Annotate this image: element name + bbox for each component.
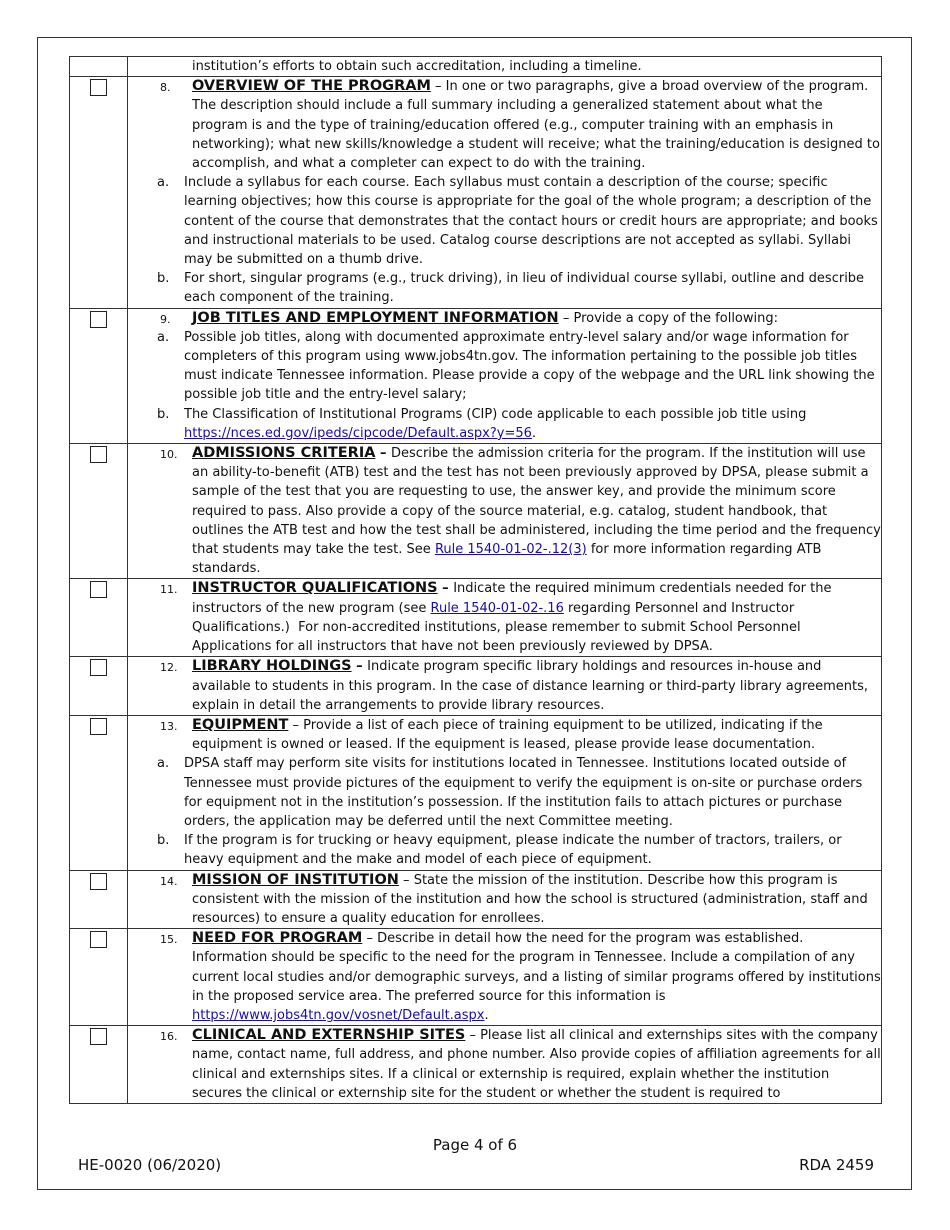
checkbox-cell [70,579,128,657]
requirement-item [128,444,881,578]
content-cell [128,444,882,579]
item-title: OVERVIEW OF THE PROGRAM [192,78,431,95]
item-number: 12. [160,661,178,675]
requirement-item [128,929,881,1025]
sub-item [128,328,881,405]
checkbox-cell [70,870,128,929]
content-cell [128,57,882,77]
title-dash: – [430,79,446,95]
table-row [70,1026,882,1104]
item-checkbox[interactable] [90,873,107,890]
item-checkbox[interactable] [90,718,107,735]
item-checkbox[interactable] [90,659,107,676]
sub-item [128,831,881,869]
table-row [70,444,882,579]
title-dash: – [437,581,454,597]
requirement-item [128,579,881,656]
item-checkbox[interactable] [90,79,107,96]
sub-item-letter: a. [157,756,170,772]
checkbox-cell [70,77,128,308]
sub-item-letter: b. [157,833,170,849]
item-title: MISSION OF INSTITUTION [192,871,399,888]
item-description-tail: for more information regarding ATB standards. [192,542,826,577]
item-number: 15. [160,933,178,947]
content-cell [128,715,882,870]
rda-number: RDA 2459 [799,1156,874,1174]
table-row [70,77,882,308]
requirement-item [128,871,881,929]
item-title: CLINICAL AND EXTERNSHIP SITES [192,1027,466,1044]
table-row [70,715,882,870]
sub-item-list [128,328,881,443]
sub-item-text: Possible job titles, along with documented approximate entry-level salary and/or wage information for completers of this program using www.jobs4tn.gov. The information pertaining to the possible job titles must indicate Tennessee information. Please provide a copy of the webpage and the URL link showing the possible job title and the entry-level salary; [184,329,875,403]
sub-item [128,405,881,443]
item-number: 10. [160,448,178,462]
item-number: 16. [160,1030,178,1044]
title-dash: – [362,931,378,947]
item-checkbox[interactable] [90,446,107,463]
title-dash: – [288,717,304,733]
sub-item [128,269,881,307]
content-cell [128,77,882,308]
table-row [70,657,882,716]
table-row [70,57,882,77]
table-row [70,308,882,443]
item-description: Describe the admission criteria for the program. If the institution will use an ability-to-benefit (ATB) test and the test has not been previously approved by DPSA, please submit a sample of the test that you are requesting to use, the answer key, and provide the minimum score required to pass. Also provide a copy of the source material, e.g. catalog, student handbook, that outlines the ATB test and how the test shall be administered, including the time period and the frequency that students may take the test. See [192,446,881,558]
sub-item-letter: b. [157,271,170,287]
sub-item [128,173,881,269]
sub-item-letter: a. [157,175,170,191]
sub-item-letter: b. [157,406,170,422]
sub-item [128,754,881,831]
reference-link[interactable]: Rule 1540-01-02-.12(3) [434,542,587,558]
title-dash: – [351,659,368,675]
item-title: ADMISSIONS CRITERIA [192,445,376,462]
item-number: 13. [160,719,178,733]
sub-item-letter: a. [157,329,170,345]
continuation-text: institution’s efforts to obtain such accreditation, including a timeline. [192,59,642,74]
checkbox-cell [70,715,128,870]
item-description: Describe in detail how the need for the program was established. Information should be specific to the need for the program in Tennessee. Include a compilation of any current local studies and/or demographic surveys, and a listing of similar programs offered by institutions in the proposed service area. The preferred source for this information is [192,931,881,1004]
checkbox-cell [70,929,128,1026]
title-dash: – [465,1028,481,1044]
sub-item-tail: . [531,425,537,441]
requirement-item [128,309,881,328]
sub-item-list [128,173,881,307]
item-description: Provide a list of each piece of training equipment to be utilized, indicating if the equipment is owned or leased. If the equipment is leased, please provide lease documentation. [192,717,823,753]
content-cell [128,870,882,929]
cip-code-link[interactable]: https://nces.ed.gov/ipeds/cipcode/Default.aspx?y=56 [184,425,532,441]
item-number: 8. [160,81,171,95]
item-checkbox[interactable] [90,311,107,328]
sub-item-text: For short, singular programs (e.g., truck driving), in lieu of individual course syllabi, outline and describe each component of the training. [184,271,865,306]
requirement-item [128,716,881,754]
content-cell [128,1026,882,1104]
requirement-item [128,657,881,715]
title-dash: – [558,310,574,326]
item-checkbox[interactable] [90,581,107,598]
content-cell [128,308,882,443]
item-description-tail: regarding Personnel and Instructor Qualifications.) For non-accredited institutions, please remember to submit School Personnel Applications for all instructors that have not been previously reviewed by DPSA. [192,600,805,655]
reference-link[interactable]: Rule 1540-01-02-.16 [430,600,564,616]
title-dash: – [398,872,414,888]
sub-item-text: Include a syllabus for each course. Each syllabus must contain a description of the course; specific learning objectives; how this course is appropriate for the goal of the whole program; a description of the content of the course that demonstrates that the contact hours or credit hours are appropriate; and books and instructional materials to be used. Catalog course descriptions are not accepted as syllabi. Syllabi may be submitted on a thumb drive. [184,175,878,268]
requirements-checklist-table [69,56,882,1104]
item-description: Provide a copy of the following: [573,310,778,326]
requirement-item [128,1026,881,1103]
table-row [70,579,882,657]
page-number: Page 4 of 6 [432,1136,518,1154]
content-cell [128,579,882,657]
content-cell [128,929,882,1026]
sub-item-list [128,754,881,869]
item-title: JOB TITLES AND EMPLOYMENT INFORMATION [192,309,559,326]
checkbox-cell [70,57,128,77]
requirement-item [128,77,881,173]
item-description: State the mission of the institution. Describe how this program is consistent with the mission of the institution and how the school is structured (administration, staff and resources) to ensure a quality education for enrollees. [192,872,868,926]
item-number: 9. [160,312,171,326]
table-row [70,929,882,1026]
reference-link[interactable]: https://www.jobs4tn.gov/vosnet/Default.aspx [192,1007,485,1023]
item-description: Indicate the required minimum credentials needed for the instructors of the new program (see [192,581,832,616]
sub-item-text: If the program is for trucking or heavy equipment, please indicate the number of tractors, trailers, or heavy equipment and the make and model of each piece of equipment. [184,833,842,868]
item-number: 14. [160,874,178,888]
title-dash: – [375,446,392,462]
item-title: NEED FOR PROGRAM [192,930,363,947]
table-row [70,870,882,929]
item-title: INSTRUCTOR QUALIFICATIONS [192,580,438,597]
item-checkbox[interactable] [90,1028,107,1045]
checkbox-cell [70,1026,128,1104]
item-description: Please list all clinical and externships sites with the company name, contact name, full address, and phone number. Also provide copies of affiliation agreements for all clinical and externships sites. If a clinical or externship is required, explain whether the institution secures the clinical or externship site for the student or whether the student is required to [192,1028,881,1101]
item-description: In one or two paragraphs, give a broad overview of the program. The description should include a full summary including a generalized statement about what the program is and the type of training/education offered (e.g., computer training with an emphasis in networking); what new skills/knowledge a student will receive; what the training/education is designed to accomplish, and what a completer can expect to do with the training. [192,79,880,172]
checkbox-cell [70,444,128,579]
item-number: 11. [160,583,178,597]
item-checkbox[interactable] [90,931,107,948]
item-title: LIBRARY HOLDINGS [192,658,352,675]
sub-item-text: DPSA staff may perform site visits for institutions located in Tennessee. Institutions located outside of Tennessee must provide pictures of the equipment to verify the equipment is on-site or purchase orders for equipment not in the institution’s possession. If the institution fails to attach pictures or purchase orders, the application may be deferred until the next Committee meeting. [184,756,863,829]
item-title: EQUIPMENT [192,716,289,733]
sub-item-text: The Classification of Institutional Programs (CIP) code applicable to each possible job title using [184,406,807,422]
item-description: Indicate program specific library holdings and resources in-house and available to students in this program. In the case of distance learning or third-party library agreements, explain in detail the arrangements to provide library resources. [192,659,868,713]
checkbox-cell [70,308,128,443]
checkbox-cell [70,657,128,716]
item-description-tail: . [484,1007,489,1023]
form-id: HE-0020 (06/2020) [78,1156,222,1174]
content-cell [128,657,882,716]
